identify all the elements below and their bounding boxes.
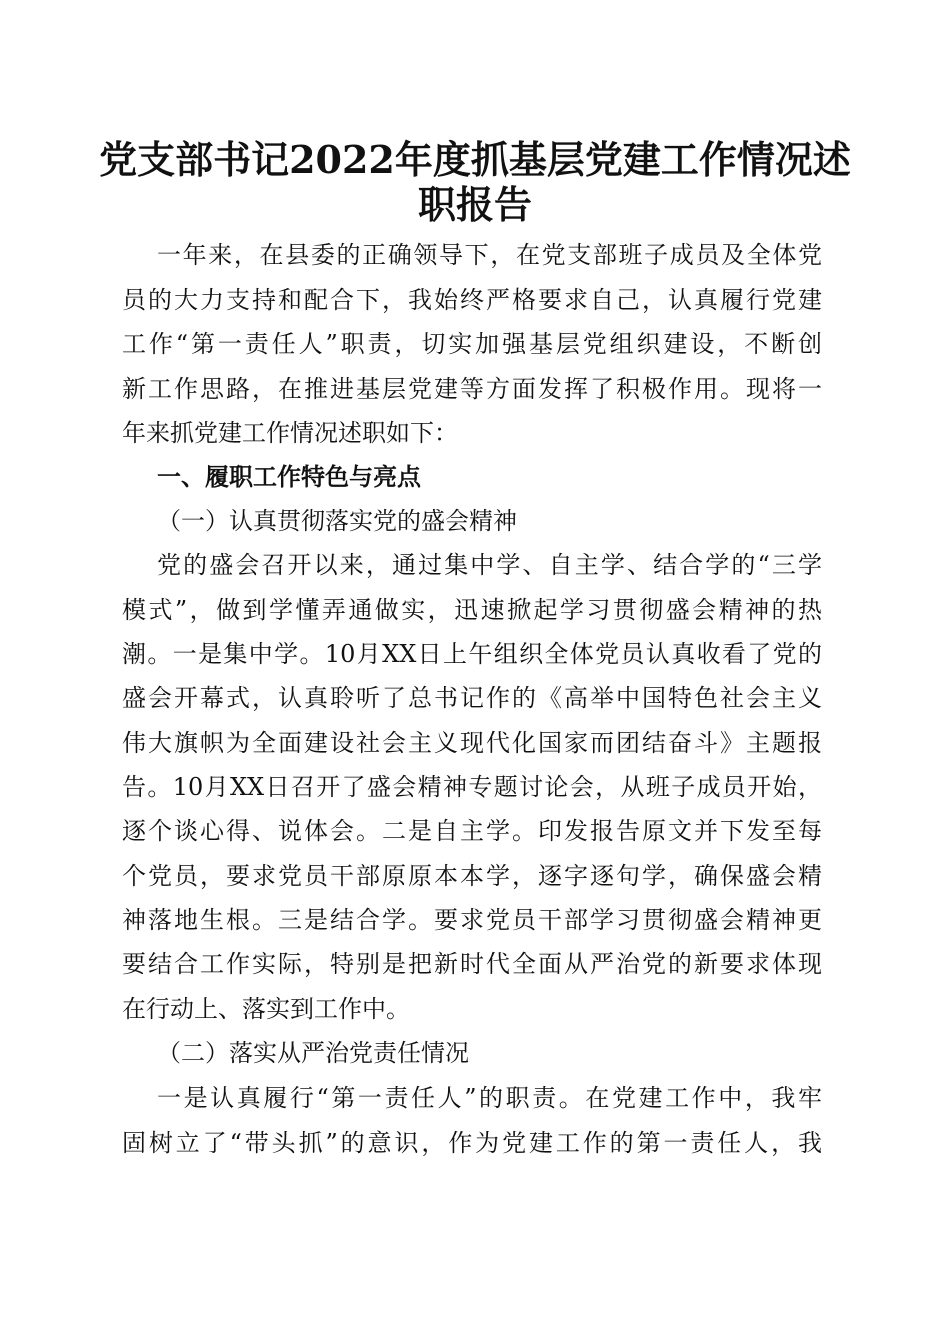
subsection-heading: （一）认真贯彻落实党的盛会精神 — [157, 507, 517, 535]
intro-line: 年来抓党建工作情况述职如下： — [122, 419, 458, 447]
body-line: 要结合工作实际，特别是把新时代全面从严治党的新要求体现 — [122, 950, 822, 978]
intro-line: 工作“第一责任人”职责，切实加强基层党组织建设，不断创 — [122, 330, 822, 358]
body-line: 神落地生根。三是结合学。要求党员干部学习贯彻盛会精神更 — [122, 906, 822, 934]
subsection-heading: （二）落实从严治党责任情况 — [157, 1039, 469, 1067]
body-line: 潮。一是集中学。10月XX日上午组织全体党员认真收看了党的 — [122, 640, 822, 668]
body-line: 盛会开幕式，认真聆听了总书记作的《高举中国特色社会主义 — [122, 684, 822, 712]
body-line: 个党员，要求党员干部原原本本学，逐字逐句学，确保盛会精 — [122, 862, 822, 890]
intro-line: 员的大力支持和配合下，我始终严格要求自己，认真履行党建 — [122, 286, 822, 314]
section-heading: 一、履职工作特色与亮点 — [157, 462, 421, 491]
body-line: 固树立了“带头抓”的意识，作为党建工作的第一责任人，我 — [122, 1129, 822, 1157]
body-line: 一是认真履行“第一责任人”的职责。在党建工作中，我牢 — [157, 1084, 822, 1112]
body-line: 在行动上、落实到工作中。 — [122, 995, 410, 1023]
body-line: 党的盛会召开以来，通过集中学、自主学、结合学的“三学 — [157, 551, 822, 579]
body-line: 逐个谈心得、说体会。二是自主学。印发报告原文并下发至每 — [122, 817, 822, 845]
body-line: 告。10月XX日召开了盛会精神专题讨论会，从班子成员开始， — [122, 773, 822, 801]
intro-line: 新工作思路，在推进基层党建等方面发挥了积极作用。现将一 — [122, 375, 822, 403]
document-title-line-2: 职报告 — [417, 182, 532, 227]
document-title-line-1: 党支部书记2022年度抓基层党建工作情况述 — [99, 137, 851, 182]
body-line: 模式”，做到学懂弄通做实，迅速掀起学习贯彻盛会精神的热 — [122, 596, 822, 624]
intro-line: 一年来，在县委的正确领导下，在党支部班子成员及全体党 — [157, 241, 822, 269]
body-line: 伟大旗帜为全面建设社会主义现代化国家而团结奋斗》主题报 — [122, 729, 822, 757]
